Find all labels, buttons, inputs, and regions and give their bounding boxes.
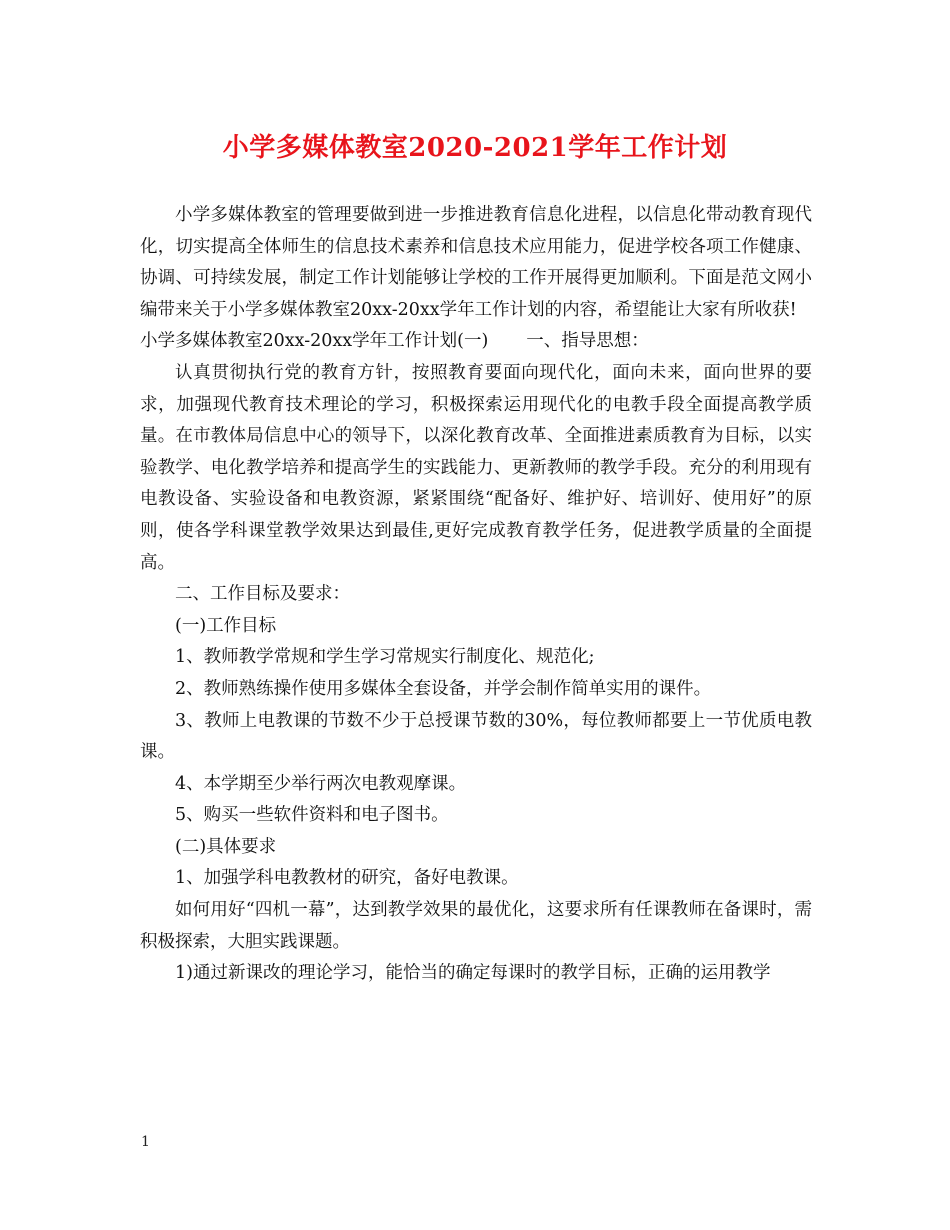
goal-item: 4、本学期至少举行两次电教观摩课。 [175, 773, 467, 794]
page-number: 1 [141, 1134, 150, 1150]
goal-item: 2、教师熟练操作使用多媒体全套设备，并学会制作简单实用的课件。 [175, 678, 712, 699]
section-one-heading: 小学多媒体教室20xx-20xx学年工作计划(一) [140, 331, 489, 352]
goals-sub-heading: (一)工作目标 [175, 615, 277, 636]
goal-item: 3、教师上电教课的节数不少于总授课节数的30%，每位教师都要上一节优质电教课。 [140, 710, 812, 763]
requirement-detail: 如何用好“四机一幕”，达到教学效果的最优化，这要求所有任课教师在备课时，需积极探索，大胆实践课题。 [140, 900, 812, 952]
guiding-heading: 一、指导思想： [526, 331, 649, 352]
requirement-item: 1、加强学科电教教材的研究，备好电教课。 [175, 868, 519, 889]
intro-paragraph: 小学多媒体教室的管理要做到进一步推进教育信息化进程，以信息化带动教育现代化，切实提高全体师生的信息技术素养和信息技术应用能力，促进学校各项工作健康、协调、可持续发展，制定工作计划能够让学校的工作开展得更加顺利。下面是范文网小编带来关于小学多媒体教室20xx-20xx学年工作计划的内容，希望能让大家有所收获! [140, 205, 812, 320]
goal-item: 5、购买一些软件资料和电子图书。 [175, 805, 449, 826]
goal-item: 1、教师教学常规和学生学习常规实行制度化、规范化; [175, 647, 595, 668]
document-title: 小学多媒体教室2020-2021学年工作计划 [222, 133, 728, 163]
section-heading-line [140, 326, 812, 358]
document-body [140, 200, 812, 990]
guiding-paragraph: 认真贯彻执行党的教育方针，按照教育要面向现代化，面向未来，面向世界的要求，加强现代教育技术理论的学习，积极探索运用现代化的电教手段全面提高教学质量。在市教体局信息中心的领导下，以深化教育改革、全面推进素质教育为目标，以实验教学、电化教学培养和提高学生的实践能力、更新教师的教学手段。充分的利用现有电教设备、实验设备和电教资源，紧紧围绕“配备好、维护好、培训好、使用好”的原则，使各学科课堂教学效果达到最佳,更好完成教育教学任务，促进教学质量的全面提高。 [140, 362, 812, 573]
goals-heading: 二、工作目标及要求： [175, 584, 350, 605]
requirements-heading: (二)具体要求 [175, 836, 277, 857]
requirement-sub-item: 1)通过新课改的理论学习，能恰当的确定每课时的教学目标，正确的运用教学 [175, 963, 771, 984]
